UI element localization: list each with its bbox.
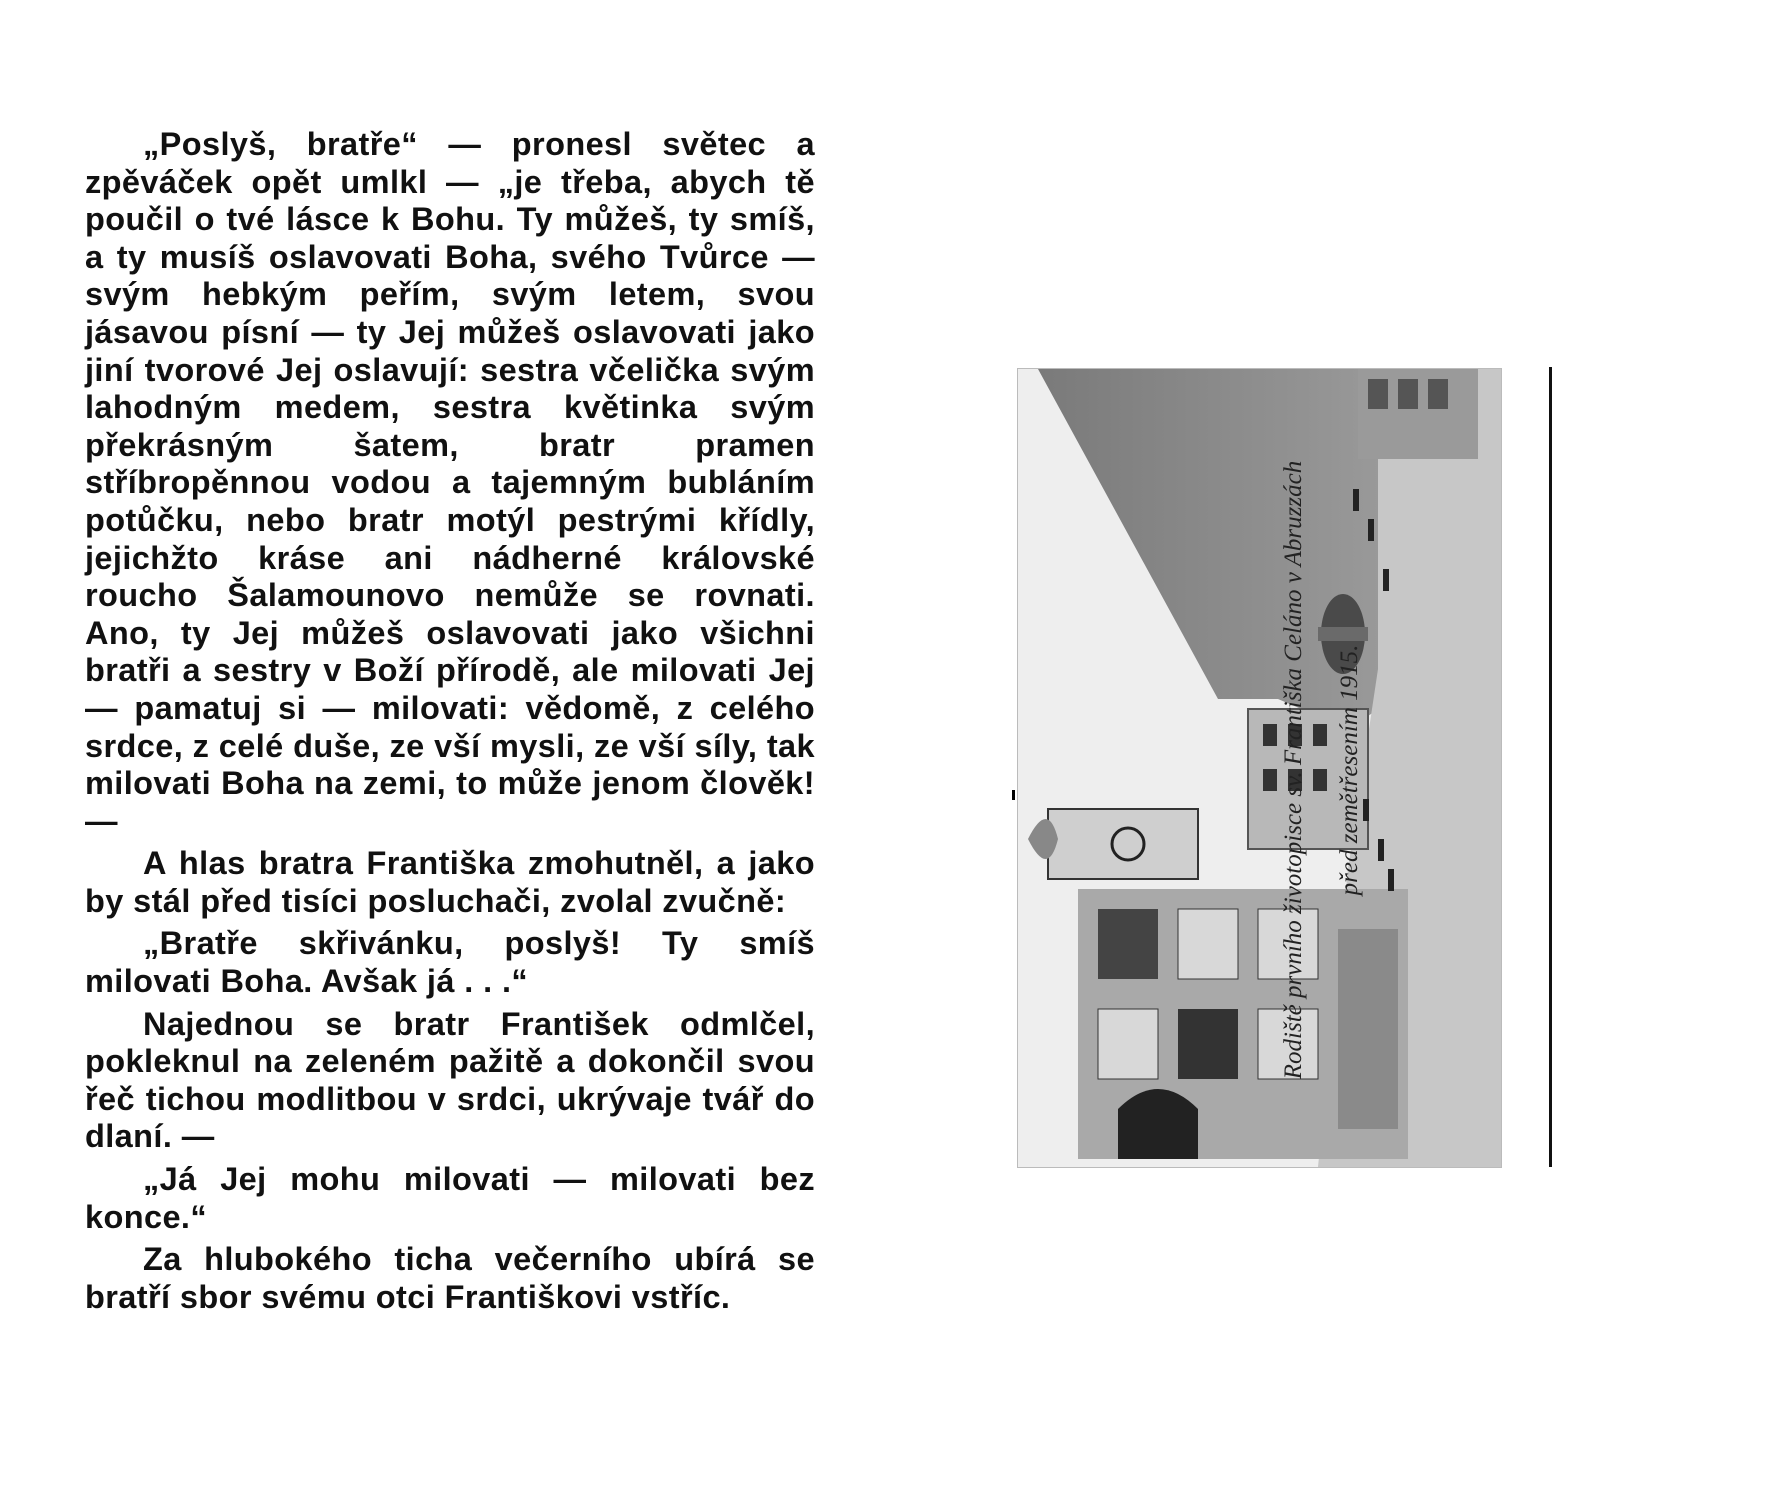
photo-caption-line-1: Rodiště prvního životopisce sv. Františka Celáno v Abruzzách xyxy=(1280,460,1307,1080)
photo-caption-line-2: před zemětřesením 1915. xyxy=(1336,644,1363,896)
paragraph-5: „Já Jej mohu milovati — milovati bez konce.“ xyxy=(85,1161,815,1235)
paragraph-1: „Poslyš, bratře“ — pronesl světec a zpěváček opět umlkl — „je třeba, abych tě poučil o tvé lásce k Bohu. Ty můžeš, ty smíš, a ty musíš oslavovati Boha, svého Tvůrce — svým hebkým peřím, svým letem, svou jásavou písní — ty Jej můžeš oslavovati jako jiní tvorové Jej oslavují: sestra včelička svým lahodným medem, sestra květinka svým překrásným šatem, bratr pramen stříbropěnnou vodou a tajemným bubláním potůčku, nebo bratr motýl pestrými křídly, jejichžto kráse ani nádherné královské roucho Šalamounovo nemůže se rovnati. Ano, ty Jej můžeš oslavovati jako všichni bratři a sestry v Boží přírodě, ale milovati Jej — pamatuj si — milovati: vědomě, z celého srdce, z celé duše, ze vší mysli, ze vší síly, tak milovati Boha na zemi, to může jenom člověk! — xyxy=(85,126,815,839)
caption-rule xyxy=(1549,367,1552,1167)
town-photo-illustration xyxy=(1018,369,1501,1167)
paragraph-3: „Bratře skřivánku, poslyš! Ty smíš milovati Boha. Avšak já . . .“ xyxy=(85,925,815,1000)
margin-mark xyxy=(1012,790,1015,800)
body-text xyxy=(85,126,815,1321)
paragraph-2: A hlas bratra Františka zmohutněl, a jako by stál před tisíci posluchači, zvolal zvučně: xyxy=(85,845,815,919)
paragraph-4: Najednou se bratr František odmlčel, pokleknul na zeleném pažitě a dokončil svou řeč tichou modlitbou v srdci, ukrývaje tvář do dlaní. — xyxy=(85,1005,815,1155)
paragraph-6: Za hlubokého ticha večerního ubírá se bratří sbor svému otci Františkovi vstříc. xyxy=(85,1241,815,1315)
town-photo xyxy=(1017,368,1502,1168)
